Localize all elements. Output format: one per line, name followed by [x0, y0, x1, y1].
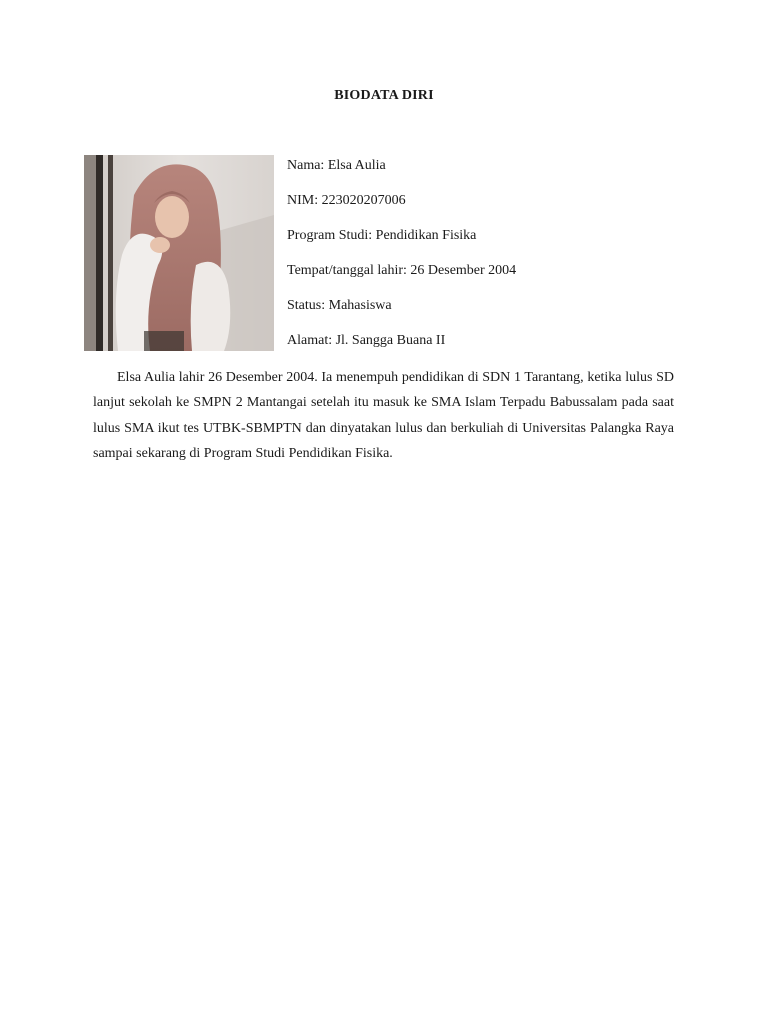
biography-paragraph: Elsa Aulia lahir 26 Desember 2004. Ia menempuh pendidikan di SDN 1 Tarantang, ketika lulus SD lanjut sekolah ke SMPN 2 Mantangai setelah itu masuk ke SMA Islam Terpadu Babussalam pada saat lulus SMA ikut tes UTBK-SBMPTN dan dinyatakan lulus dan berkuliah di Universitas Palangka Raya sampai sekarang di Program Studi Pendidikan Fisika.	[93, 370, 674, 461]
info-tempat-tanggal-lahir: Tempat/tanggal lahir: 26 Desember 2004	[287, 263, 517, 278]
info-status: Status: Mahasiswa	[287, 298, 392, 313]
biodata-info-list	[287, 156, 516, 366]
info-nama: Nama: Elsa Aulia	[287, 158, 386, 173]
portrait-photo-icon	[84, 155, 274, 351]
info-nim: NIM: 223020207006	[287, 193, 406, 208]
page-title: BIODATA DIRI	[334, 88, 434, 103]
info-alamat: Alamat: Jl. Sangga Buana II	[287, 333, 446, 348]
portrait-photo	[84, 155, 274, 351]
info-program-studi: Program Studi: Pendidikan Fisika	[287, 228, 477, 243]
